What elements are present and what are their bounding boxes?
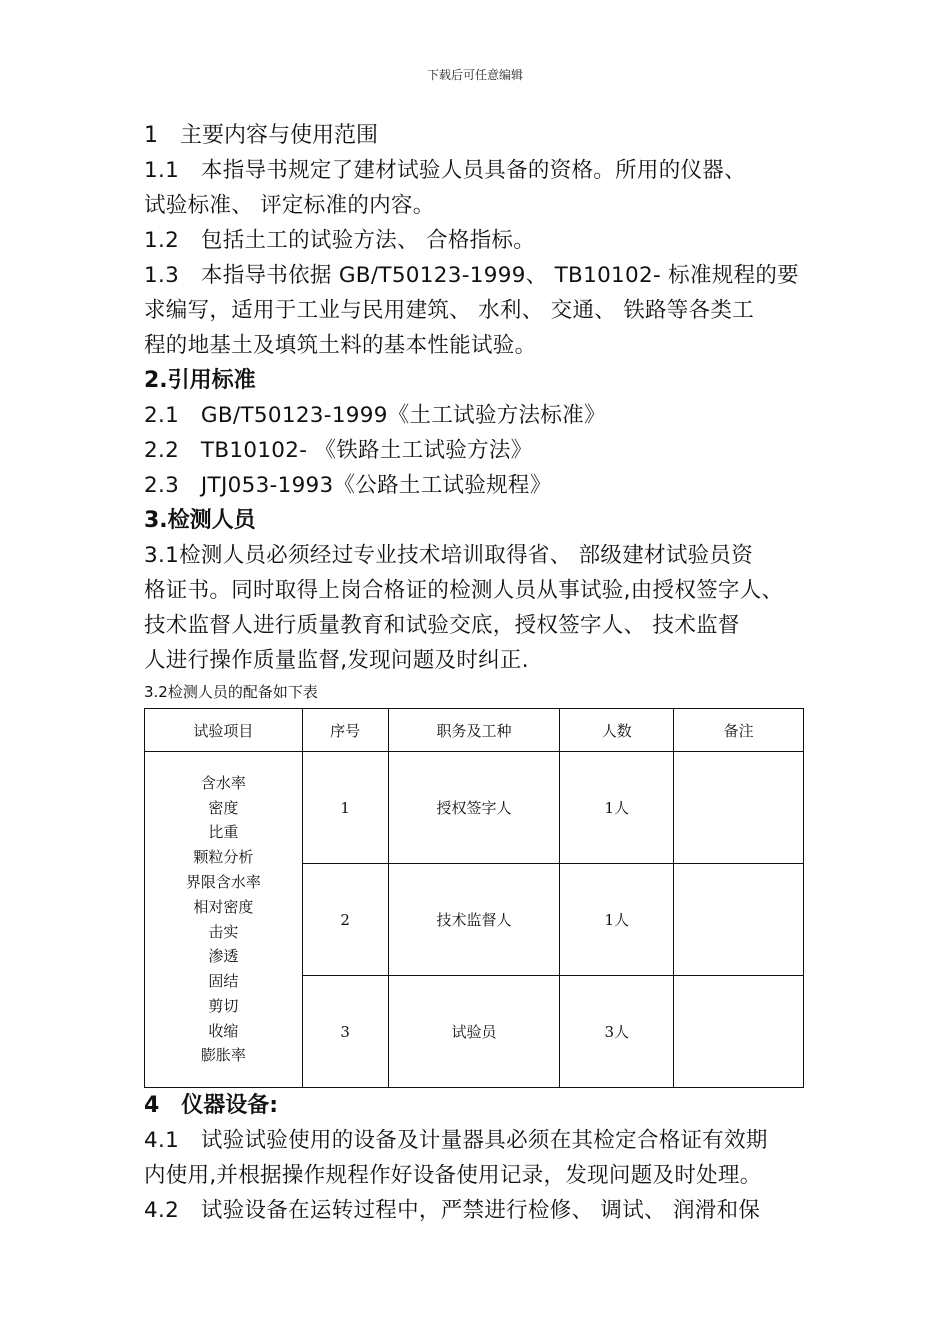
section-3-1-line-2: 格证书。同时取得上岗合格证的检测人员从事试验,由授权签字人、: [144, 578, 784, 603]
section-4-title: 4 仪器设备:: [144, 1093, 279, 1118]
row-count: 3人: [560, 976, 674, 1088]
test-item: 渗透: [208, 947, 239, 966]
test-item: 固结: [208, 972, 239, 991]
section-2-1: 2.1 GB/T50123-1999《土工试验方法标准》: [144, 403, 606, 428]
section-4-2-line-1: 4.2 试验设备在运转过程中，严禁进行检修、 调试、 润滑和保: [144, 1198, 761, 1223]
header-count: 人数: [560, 709, 674, 752]
row-no: 2: [302, 864, 388, 976]
test-item: 密度: [208, 798, 239, 817]
row-count: 1人: [560, 752, 674, 864]
test-item: 剪切: [208, 996, 239, 1015]
section-1-2-line-1: 1.2 包括土工的试验方法、 合格指标。: [144, 228, 536, 253]
test-item: 界限含水率: [185, 872, 261, 891]
section-3-1-line-3: 技术监督人进行质量教育和试验交底，授权签字人、 技术监督: [144, 613, 740, 638]
section-3-1-line-1: 3.1检测人员必须经过专业技术培训取得省、 部级建材试验员资: [144, 543, 754, 568]
test-item: 相对密度: [193, 897, 254, 916]
row-no: 1: [302, 752, 388, 864]
row-no: 3: [302, 976, 388, 1088]
table-row: [145, 752, 804, 864]
test-item: 含水率: [200, 773, 246, 792]
section-1-3-line-2: 求编写，适用于工业与民用建筑、 水利、 交通、 铁路等各类工: [144, 298, 755, 323]
row-count: 1人: [560, 864, 674, 976]
test-item: 比重: [208, 823, 239, 842]
staff-table: [144, 708, 804, 1088]
test-item: 颗粒分析: [193, 848, 254, 867]
table-caption: 3.2检测人员的配备如下表: [144, 683, 318, 701]
test-item: 收缩: [208, 1021, 239, 1040]
row-role: 试验员: [388, 976, 560, 1088]
section-2-title: 2.引用标准: [144, 368, 256, 393]
section-1-3-line-3: 程的地基土及填筑土料的基本性能试验。: [144, 333, 537, 358]
header-test-item: 试验项目: [145, 709, 303, 752]
section-1-title: 1 主要内容与使用范围: [144, 123, 378, 148]
row-note: [674, 976, 804, 1088]
row-note: [674, 864, 804, 976]
header-role: 职务及工种: [388, 709, 560, 752]
table-header-row: [145, 709, 804, 752]
document-body: [144, 118, 814, 1228]
section-1-3-line-1: 1.3 本指导书依据 GB/T50123-1999、 TB10102- 标准规程的要: [144, 263, 799, 288]
page-header: 下载后可任意编辑: [426, 68, 523, 82]
section-2-2: 2.2 TB10102- 《铁路土工试验方法》: [144, 438, 533, 463]
test-item: 击实: [208, 922, 239, 941]
section-3-1-line-4: 人进行操作质量监督,发现问题及时纠正.: [144, 648, 529, 673]
section-2-3: 2.3 JTJ053-1993《公路土工试验规程》: [144, 473, 552, 498]
header-note: 备注: [674, 709, 804, 752]
header-no: 序号: [302, 709, 388, 752]
row-role: 技术监督人: [388, 864, 560, 976]
test-items-cell: [145, 752, 303, 1088]
section-4-1-line-1: 4.1 试验试验使用的设备及计量器具必须在其检定合格证有效期: [144, 1128, 768, 1153]
section-4-1-line-2: 内使用,并根据操作规程作好设备使用记录，发现问题及时处理。: [144, 1163, 762, 1188]
section-1-1-line-1: 1.1 本指导书规定了建材试验人员具备的资格。所用的仪器、: [144, 158, 746, 183]
row-note: [674, 752, 804, 864]
section-1-1-line-2: 试验标准、 评定标准的内容。: [144, 193, 435, 218]
row-role: 授权签字人: [388, 752, 560, 864]
test-item: 膨胀率: [200, 1046, 246, 1065]
section-3-title: 3.检测人员: [144, 508, 256, 533]
